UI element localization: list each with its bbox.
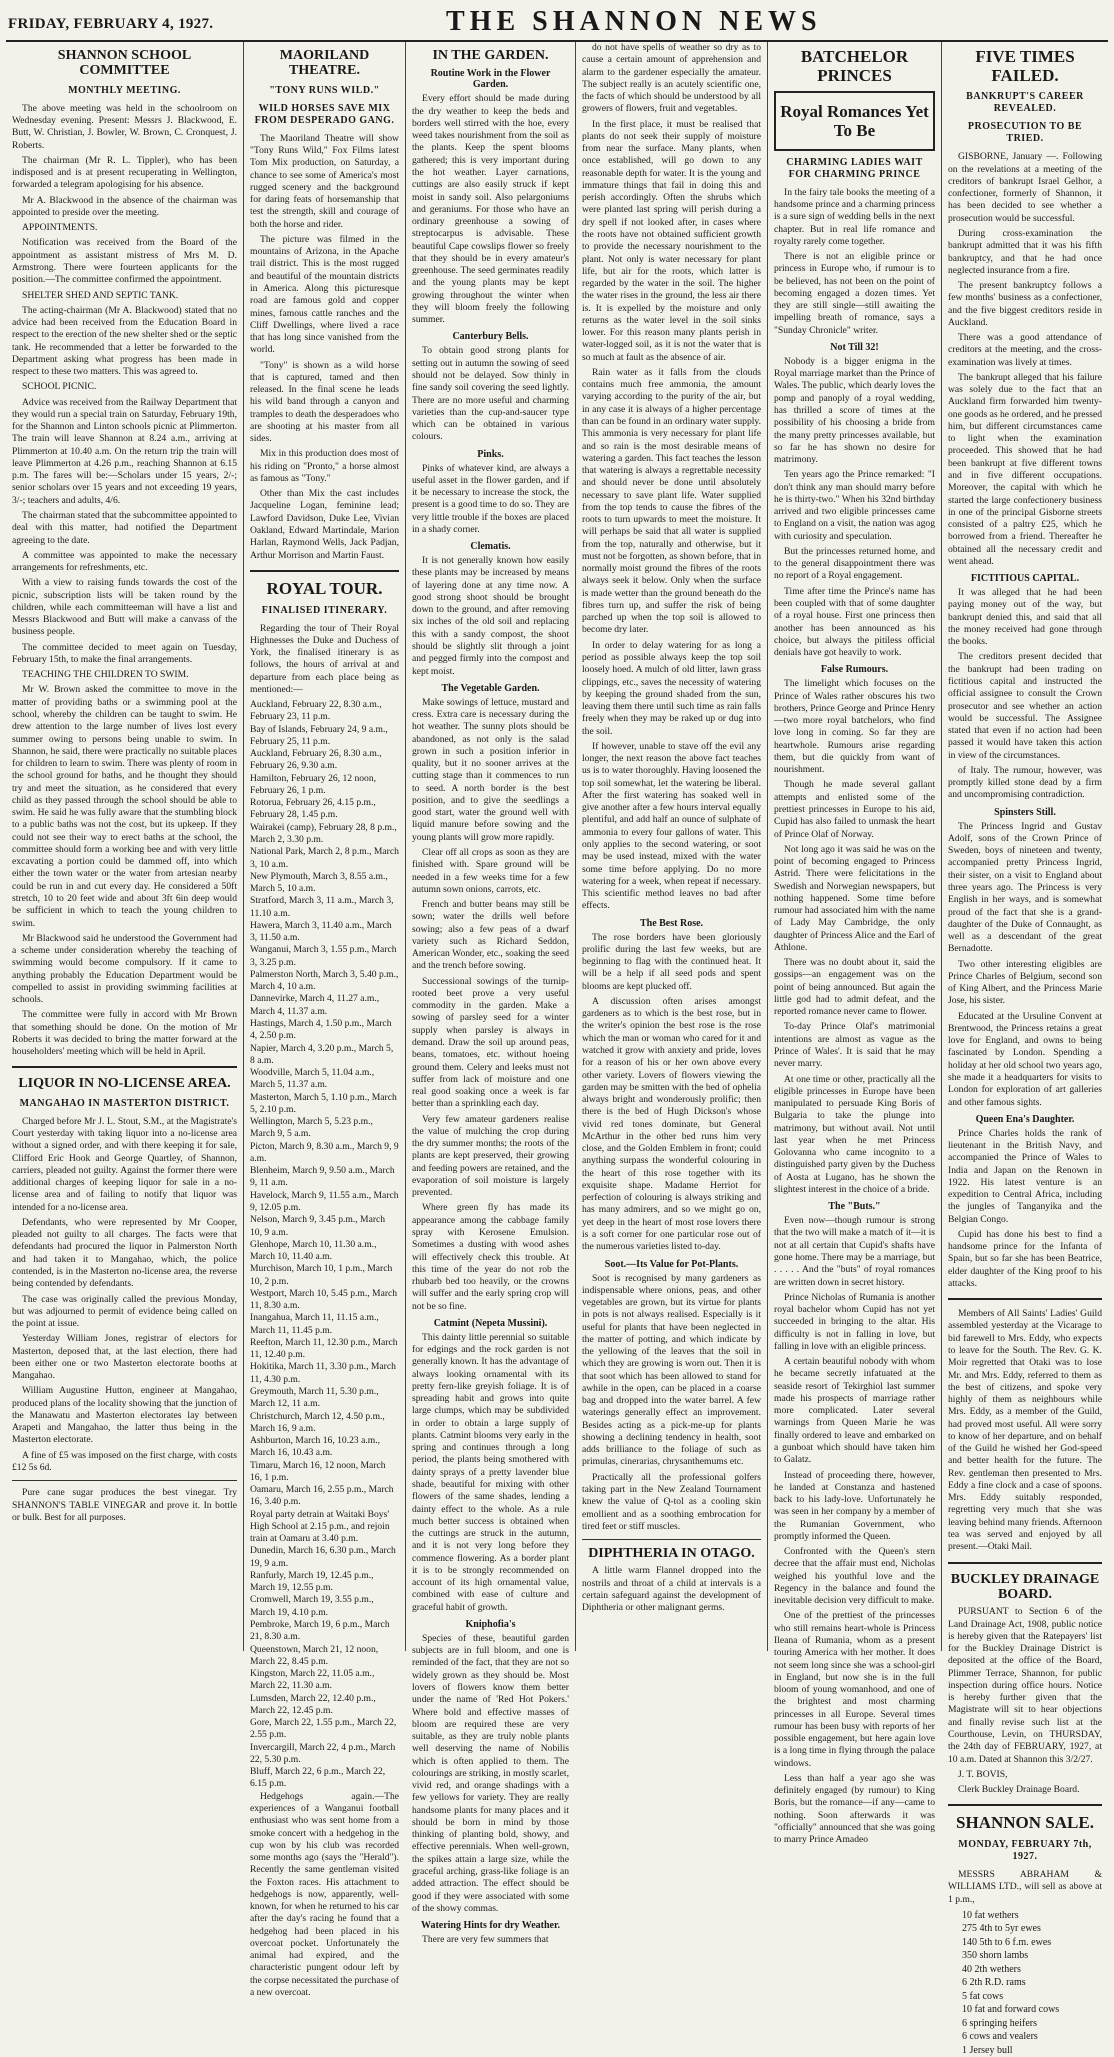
article-paragraph: This dainty little perennial so suitable for edgings and the rock garden is not generally known. It has the advantage of always looking ornamental with its pretty fern-like greyish foliage. It is of spreading habit and grows into quite large clumps, which may be subdivided in order to obtain a large supply of plants. Catmint blooms very early in the spring and continues through a long period, the plants being smothered with dainty sprays of a pretty lavender blue shade, beautiful for mixing with other flowers of the same shades, lending a dainty effect to the whole. As a rule much better success is obtained when the cuttings are struck in the autumn, and it is not very long before they commence flowering. As a border plant it is to be strongly recommended on account of its high ornamental value, combined with ease of culture and graceful habit of growth. xyxy=(412,1331,569,1613)
article-paragraph: Educated at the Ursuline Convent at Brentwood, the Princess retains a great love for England, and owns to being fascinated by London. Spending a holiday at her old school two years ago, she made it a headquarters for visits to London for exploration of art galleries and other famous sights. xyxy=(948,1010,1102,1108)
article-paragraph: TEACHING THE CHILDREN TO SWIM. xyxy=(22,669,189,681)
article-paragraph: The case was originally called the previous Monday, but was adjourned to permit of evidence being called on the point at issue. xyxy=(12,1293,237,1330)
list-item: Hastings, March 4, 1.50 p.m., March 4, 2.50 p.m. xyxy=(250,1018,392,1042)
list-item: Kingston, March 22, 11.05 a.m., March 22, 11.30 a.m. xyxy=(250,1668,375,1692)
article-subhead: BANKRUPT'S CAREER REVEALED. xyxy=(966,91,1084,115)
article-paragraph: Mr A. Blackwood in the absence of the chairman was appointed to preside over the meeting. xyxy=(12,194,237,218)
article-paragraph: J. T. BOVIS, xyxy=(958,1768,1008,1780)
article-paragraph: During cross-examination the bankrupt admitted that it was his fifth bankruptcy, and that he had once neglected insurance from a fire. xyxy=(948,227,1102,276)
article-subhead: MONDAY, FEBRUARY 7th, 1927. xyxy=(958,1838,1092,1862)
article-paragraph: A little warm Flannel dropped into the nostrils and throat of a child at intervals is a certain safeguard against the development of Diphtheria or other malignant germs. xyxy=(582,1565,761,1614)
list-item: Gore, March 22, 1.55 p.m., March 22, 2.55 p.m. xyxy=(250,1717,397,1741)
list-item: Pembroke, March 19, 6 p.m., March 21, 8.30 a.m. xyxy=(250,1619,390,1643)
divider xyxy=(948,1298,1102,1300)
article-paragraph: At one time or other, practically all the eligible princesses in Europe have been manipulated to persuade King Boris of Bulgaria to take the plunge into matrimony, but without avail. Not until last year when he met Princess Golovanna who came incognito to a distinguished party given by the Duchess of Aosta at Lugano, has he shown the slightest interest in the choice of a bride. xyxy=(774,1073,935,1195)
article-headline: DIPHTHERIA IN OTAGO. xyxy=(588,1546,755,1562)
article-paragraph: Clear off all crops as soon as they are finished with. Spare ground will be needed in a few weeks time for a few autumn sown onions, carrots, etc. xyxy=(412,847,569,895)
article-body xyxy=(948,821,1102,1109)
article-paragraph: Mr Blackwood said he understood the Government had a scheme under consideration whereby the teaching of swimming would become compulsory. If it came to anything probably the Education Department would be compelled to assist in providing swimming facilities at schools. xyxy=(12,932,237,1006)
section-subhead: Queen Ena's Daughter. xyxy=(975,1113,1075,1125)
list-item: Auckland, February 26, 8.30 a.m., February 26, 9.30 a.m. xyxy=(250,748,382,772)
list-item: Royal party detrain at Waitaki Boys' High School at 2.15 p.m., and rejoin train at Oamaru at 3.40 p.m. xyxy=(250,1508,390,1545)
list-item: Queenstown, March 21, 12 noon, March 22, 8.45 p.m. xyxy=(250,1643,379,1667)
article-paragraph: Mix in this production does most of his riding on "Pronto," a horse almost as famous as "Tony." xyxy=(250,448,399,484)
article-body xyxy=(250,133,399,562)
list-item: 5 fat cows xyxy=(962,1990,1004,2002)
article-intro: Regarding the tour of Their Royal Highnesses the Duke and Duchess of York, the finalised itinerary is as follows, the hours of arrival at and departure from each place being as mentioned:— xyxy=(250,622,399,695)
newspaper-title: THE SHANNON NEWS xyxy=(446,6,822,37)
article-headline: FIVE TIMES FAILED. xyxy=(975,47,1075,85)
list-item: Lumsden, March 22, 12.40 p.m., March 22, 12.45 p.m. xyxy=(250,1692,376,1716)
article-paragraph: The present bankruptcy follows a few months' business as a confectioner, and the five biggest creditors reside in Auckland. xyxy=(948,280,1102,328)
article-headline: BUCKLEY DRAINAGE BOARD. xyxy=(950,1571,1100,1602)
list-item: Auckland, February 22, 8.30 a.m., February 23, 11 p.m. xyxy=(250,699,382,723)
article-paragraph: Mr W. Brown asked the committee to move in the matter of providing baths or a swimming pool at the school, whereby the children can be taught to swim. He drew attention to the large number of lives lost every summer owing to persons being unable to swim. In Shannon, he said, there were practically no suitable places for children to learn to swim. There was plenty of room in the school ground for baths, and he thought they should try and meet the situation, as he considered that every child as they passed through the school should be able to swim. He said he was fully aware that the stumbling block to a public baths was not the cost, but its upkeep. If they could not see their way to erect baths at the school, the committee should form a working bee and with very little excavating a portion could be dammed off, into which either the town water or the water from artesian nearby could be run in and cut every day. He considered a 50ft stretch, 10 to 20 feet wide and about 3ft 6in deep would be sufficient in which to teach the young children to swim. xyxy=(12,684,237,929)
article-body xyxy=(12,103,237,1059)
divider xyxy=(948,1804,1102,1806)
list-item: Havelock, March 9, 11.55 a.m., March 9, 12.05 p.m. xyxy=(250,1189,399,1213)
list-item: 6 2th R.D. rams xyxy=(962,1977,1026,1989)
list-item: Masterton, March 5, 1.10 p.m., March 5, 2.10 p.m. xyxy=(250,1091,397,1115)
article-body xyxy=(948,151,1102,568)
article-paragraph: Where green fly has made its appearance among the cabbage family spray with Kerosene Emulsion. Sometimes a dusting with wood ashes will effectively check this trouble. At this time of the year do not rob the rhubarb bed too heavily, or the crowns will suffer and the early spring crop will not be so fine. xyxy=(412,1202,569,1312)
article-paragraph: Even now—though rumour is strong that the two will make a match of it—it is not at all certain that Cupid's shafts have gone home. There may be a marriage, but . . . . . And the "buts" of royal romances are written down in secret history. xyxy=(774,1215,935,1288)
section-subhead: FICTITIOUS CAPITAL. xyxy=(970,573,1080,585)
list-item: Stratford, March 3, 11 a.m., March 3, 11.10 a.m. xyxy=(250,895,394,919)
article-paragraph: William Augustine Hutton, engineer at Mangahao, produced plans of the locality showing that the junction of the Manawatu and Masterton electorates lay between Arapeti and Mangahao, the latter thus being in the Masterton electorate. xyxy=(12,1385,237,1446)
article-body xyxy=(582,42,761,913)
article-headline: LIQUOR IN NO-LICENSE AREA. xyxy=(18,1076,231,1092)
section-subhead: The Best Rose. xyxy=(639,917,704,929)
article-paragraph: A fine of £5 was imposed on the first charge, with costs £12 5s 6d. xyxy=(12,1449,237,1473)
article-paragraph: The committee were fully in accord with Mr Brown that something should be done. On the motion of Mr Roberts it was decided to bring the matter forward at the householders' meeting which will be held in April. xyxy=(12,1009,237,1058)
divider xyxy=(948,1562,1102,1564)
article-paragraph: Yesterday William Jones, registrar of electors for Masterton, deposed that, at the last election, there had been either one or two Masterton electorate booths at Mangahao. xyxy=(12,1333,237,1382)
article-paragraph: There is not an eligible prince or princess in Europe who, if rumour is to be believed, has not been on the point of becoming engaged a dozen times. Yet they are still single—still awaiting the impelling breath of romance, says a "Sunday Chronicle" writer. xyxy=(774,251,935,336)
article-paragraph: In order to delay watering for as long a period as possible always keep the top soil loosely hoed. A mulch of old litter, lawn grass clippings, etc., saves the necessity of watering by keeping the ground shaded from the sun, leaving them there until such time as rain falls freely when they may be raked up or dug into the soil. xyxy=(582,639,761,737)
column-5 xyxy=(768,42,942,1846)
list-item: Hamilton, February 26, 12 noon, February 26, 1 p.m. xyxy=(250,772,377,796)
list-item: 350 shorn lambs xyxy=(962,1950,1029,1962)
article-paragraph: Advice was received from the Railway Department that they would run a special train on Saturday, February 19th, for the Shannon and Linton schools picnic at Plimmerton. The train will leave Shannon at 8.24 a.m., arriving at Plimmerton at 10.40 a.m. On the return trip the train will leave Plimmerton at 4.26 p.m., reaching Shannon at 6.15 p.m. The fares will be:—Scholars under 15 years, 2/-; senior scholars over 15 years and not exceeding 19 years, 3/-; teachers and adults, 4/6. xyxy=(12,396,237,506)
column-2 xyxy=(244,42,406,1998)
article-headline: Royal Romances Yet To Be xyxy=(780,102,929,141)
column-1 xyxy=(6,42,244,1651)
list-item: Nelson, March 9, 3.45 p.m., March 10, 9 a.m. xyxy=(250,1214,386,1238)
article-subhead: FINALISED ITINERARY. xyxy=(261,604,388,616)
article-paragraph: Soot is recognised by many gardeners as indispensable where onions, peas, and other vegetables are grown, but its virtue for plants in pots is not always realised. Especially is it useful for plants that have been neglected in the matter of potting, and which indicate by the yellowing of the leaves that the soil in which they are growing is worn out. Then it is that soot which has been allowed to stand for awhile in the open, can be placed in a coarse bag and dropped into the water barrel. A few waterings generally effect an improvement. Besides acting as a pick-me-up for plants showing a declining tendency in health, soot adds brilliance to the foliage of such as primulas, cinerarias, chrysanthemums etc. xyxy=(582,1272,761,1468)
list-item: Cromwell, March 19, 3.55 p.m., March 19, 4.10 p.m. xyxy=(250,1594,374,1618)
section-subhead: The "Buts." xyxy=(828,1201,881,1213)
column-4 xyxy=(576,42,768,1651)
article-paragraph: The rose borders have been gloriously prolific during the last few weeks, but are beginning to flag with the continued heat. It will be a help if all seed pods and spent blooms are kept plucked off. xyxy=(582,931,761,992)
list-item: 6 cows and vealers xyxy=(962,2031,1038,2043)
article-body xyxy=(774,1215,935,1846)
list-item: Ranfurly, March 19, 12.45 p.m., March 19, 12.55 p.m. xyxy=(250,1569,374,1594)
list-item: Inangahua, March 11, 11.15 a.m., March 11, 11.45 p.m. xyxy=(250,1312,379,1336)
article-paragraph: Very few amateur gardeners realise the value of mulching the crop during the dry summer months; the roots of the plants are kept preserved, their growing and feeding powers are retained, and the evaporation of soil moisture is largely prevented. xyxy=(412,1113,569,1199)
article-body xyxy=(948,1606,1102,1796)
article-paragraph: Species of these, beautiful garden subjects are in full bloom, and one is reminded of the fact, that they are not so widely grown as they should be. Most lovers of flowers know them better under the name of 'Red Hot Pokers.' Where bold and effective masses of bloom are required these are very suitable, as they are truly noble plants well deserving the name of Nobilis which is often applied to them. The colourings are striking, in mostly scarlet, vivid red, and orange shadings with a few yellows for variety. They are really handsome plants for many places and it should be born in mind by those thinking of planting bold, showy, and effective perennials. When well-grown, the spikes attain a large size, while the graceful arching, grass-like foliage is an added attraction. The effect should be good if they were associated with some of the showy commas. xyxy=(412,1632,569,1914)
list-item: Invercargill, March 22, 4 p.m., March 22, 5.30 p.m. xyxy=(250,1741,396,1765)
divider xyxy=(250,570,399,572)
section-subhead: Watering Hints for dry Weather. xyxy=(421,1920,560,1932)
article-subhead: MANGAHAO IN MASTERTON DISTRICT. xyxy=(19,1097,230,1109)
section-subhead: Canterbury Bells. xyxy=(452,331,529,343)
section-subhead: Not Till 32! xyxy=(830,341,879,353)
article-body xyxy=(774,356,935,659)
article-body xyxy=(412,93,569,326)
article-subhead: CHARMING LADIES WAIT FOR CHARMING PRINCE xyxy=(786,156,923,180)
section-subhead: Kniphofia's xyxy=(465,1618,516,1630)
article-paragraph: To obtain good strong plants for setting out in autumn the sowing of seed should not be delayed. Sow thinly in fine sandy soil covering the seed lightly. There are no more useful and charming varieties than the cup-and-saucer type which can be obtained in various colours. xyxy=(412,345,569,443)
list-item: National Park, March 2, 8 p.m., March 3, 10 a.m. xyxy=(250,846,399,870)
article-paragraph: The limelight which focuses on the Prince of Wales rather obscures his two brothers, Prince George and Prince Henry—two more royal batchelors, who find love long in coming. So far they are heartwhole. Rumours arise regarding them, but die quickly from want of nourishment. xyxy=(774,678,935,776)
article-paragraph: It was alleged that he had been paying money out of the way, but bankrupt denied this, and said that all the money received had gone through the books. xyxy=(948,587,1102,648)
section-subhead: The Vegetable Garden. xyxy=(441,682,540,694)
list-item: Murchison, March 10, 1 p.m., March 10, 2 p.m. xyxy=(250,1263,393,1287)
article-paragraph: Clerk Buckley Drainage Board. xyxy=(958,1784,1080,1796)
list-item: Wellington, March 5, 5.23 p.m., March 9, 5 a.m. xyxy=(250,1116,373,1140)
article-body xyxy=(774,187,935,337)
article-paragraph: There was a good attendance of creditors at the meeting, and the cross-examination was lively at times. xyxy=(948,332,1102,368)
article-paragraph: Instead of proceeding there, however, he landed at Constanza and hastened back to his lady-love. Unfortunately he was seen in her company by a member of the Rumanian Government, who promptly informed the Queen. xyxy=(774,1469,935,1542)
article-paragraph: A certain beautiful nobody with whom he became secretly infatuated at the seaside resort of Tekirghiol last summer made his prospects of marriage rather more complicated. Later several warnings from Queen Marie he was finally ordered to leave and embarked on a gunboat which should have taken him to Galatz. xyxy=(774,1356,935,1466)
list-item: Blenheim, March 9, 9.50 a.m., March 9, 11 a.m. xyxy=(250,1165,395,1189)
article-body xyxy=(412,345,569,443)
sale-lot-list xyxy=(948,1909,1102,2057)
list-item: 140 5th to 6 f.m. ewes xyxy=(962,1936,1052,1948)
article-paragraph: Other than Mix the cast includes Jacqueline Logan, feminine lead; Lawford Davidson, Duke Lee, Vivian Oakland, Edward Martindale, Marion Harlan, Raymond Wells, Jack Padjan, Arthur Morrison and Martin Faust. xyxy=(250,488,399,561)
article-headline: SHANNON SALE. xyxy=(956,1813,1094,1833)
divider xyxy=(12,1480,237,1481)
article-paragraph: The creditors present decided that the bankrupt had been trading on fictitious capital and instructed the official assignee to consult the Crown prosecutor and see whether an action would be successful. The Assignee stated that even if no action had been passed it would have taken this action in view of the circumstances. xyxy=(948,651,1102,761)
article-body xyxy=(412,463,569,537)
article-paragraph: do not have spells of weather so dry as to cause a certain amount of apprehension and alarm to the gardener especially the amateur. The subject really is an acutely scientific one, the facts of which should be understood by all growers of flowers, fruit and vegetables. xyxy=(582,42,761,115)
list-item: Hawera, March 3, 11.40 a.m., March 3, 11.50 a.m. xyxy=(250,919,392,944)
article-paragraph: Every effort should be made during the dry weather to keep the beds and borders well stirred with the hoe, every weed takes nourishment from the soil as the plants. Keep the spent blooms gathered; this is very important during the hot weather. Layer carnations, cuttings are also easily struck if kept moist in sandy soil. Also pelargoniums and geraniums. For those who have an ordinary greenhouse a sowing of streptocarpus is advisable. These beautiful Cape cowslips flower so freely that they should be in every amateur's greenhouse. The seed germinates readily and the young plants may be kept growing throughout the winter when they will bloom freely the following summer. xyxy=(412,93,569,326)
section-subhead: Clematis. xyxy=(470,541,511,553)
article-paragraph: With a view to raising funds towards the cost of the picnic, subscription lists will be taken round by the children, while each committeeman will have a list and Messrs Blackwood and Butt will make a canvass of the business people. xyxy=(12,577,237,638)
list-item: 1 Jersey bull xyxy=(962,2044,1013,2056)
itinerary-list xyxy=(250,699,399,1791)
list-item: 10 fat and forward cows xyxy=(962,2004,1060,2016)
article-headline: ROYAL TOUR. xyxy=(266,578,383,598)
divider xyxy=(582,1539,761,1540)
list-item: Westport, March 10, 5.45 p.m., March 11, 8.30 a.m. xyxy=(250,1287,398,1312)
list-item: 40 2th wethers xyxy=(962,1963,1021,1975)
section-subhead: Routine Work in the Flower Garden. xyxy=(430,68,551,91)
section-subhead: Pinks. xyxy=(477,448,504,460)
article-paragraph: Cupid has done his best to find a handsome prince for the Infanta of Spain, but so far she has been Beatrice, elder daughter of the King proof to his attacks. xyxy=(948,1228,1102,1289)
article-body xyxy=(582,932,761,1254)
article-paragraph: Prince Nicholas of Rumania is another royal bachelor whom Cupid has not yet succeeded in bringing to the altar. His difficulty is not in falling in love, but falling in love with an eligible princess. xyxy=(774,1291,935,1352)
list-item: 6 springing heifers xyxy=(962,2017,1037,2029)
article-paragraph: French and butter beans may still be sown; water the drills well before sowing; also a few peas of a dwarf variety such as Richard Seddon, American Wonder, etc., soaking the seed and the trench before sowing. xyxy=(412,899,569,972)
article-body xyxy=(412,1633,569,1915)
article-paragraph: The Princess Ingrid and Gustav Adolf, sons of the Crown Prince of Sweden, boys of nineteen and twenty, accompanied pretty Princess Ingrid, their sister, on a visit to England about three years ago. The Princess is very English in her ways, and is somewhat proud of the fact that she is a grand-daughter of the Duke of Connaught, as well as a descendant of the great Bernadotte. xyxy=(948,820,1102,955)
article-body xyxy=(582,1273,761,1534)
article-body xyxy=(582,1565,761,1614)
headline-box xyxy=(774,91,935,150)
article-headline: BATCHELOR PRINCES xyxy=(800,47,909,85)
article-paragraph: In the first place, it must be realised that plants do not seek their supply of moisture from near the surface. Many plants, when once established, will go down to any reasonable depth for water. It is the young and immature things that fail in doing this and perish accordingly. Often the shrubs which were planted last spring will perish during a dry spell if not looked after, in cases where the roots have not obtained sufficient growth to provide the necessary nourishment to the plant. Not only is water necessary for plant life, but air for the roots, which latter is regarded by the water in the soil. The higher the water rises in the ground, the less air there is. It is expelled by the moisture and only returns as the water level in the soil sinks lower. For this reason many plants perish in water-logged soil, as it is not the water that is so much at fault as the absence of air. xyxy=(582,118,761,363)
article-paragraph: The bankrupt alleged that his failure was solely due to the fact that an Auckland firm forwarded him twenty-one goods as he ordered, and he pressed him, but different circumstances came to light when the examination proceeded. This showed that he had been bankrupt at five different towns and in five different occupations. Moreover, the capital with which he started the large confectionery business in one of the principal Gisborne streets consisted of a paltry £25, which he borrowed from a friend. Thereafter he obtained all the necessary credit and went ahead. xyxy=(948,371,1102,567)
article-paragraph: The above meeting was held in the schoolroom on Wednesday evening. Present: Messrs J. Blackwood, E. Butt, W. Christian, J. Bowler, W. Brown, C. Cronquest, J. Roberts. xyxy=(12,102,237,151)
list-item: 10 fat wethers xyxy=(962,1909,1019,1921)
column-6 xyxy=(942,42,1108,2056)
list-item: Glenhope, March 10, 11.30 a.m., March 10, 11.40 a.m. xyxy=(250,1238,377,1263)
article-paragraph: Notification was received from the Board of the appointment as assistant mistress of Mrs M. D. Armstrong. There were fourteen applicants for the position.—The committee confirmed the appointment. xyxy=(12,237,237,286)
list-item: Bluff, March 22, 6 p.m., March 22, 6.15 p.m. xyxy=(250,1766,386,1790)
article-paragraph: A committee was appointed to make the necessary arrangements for refreshments, etc. xyxy=(12,549,237,574)
list-item: Ashburton, March 16, 10.23 a.m., March 16, 10.43 a.m. xyxy=(250,1435,381,1459)
article-paragraph: There was no doubt about it, said the gossips—an engagement was on the point of being announced. But again the little god had to admit defeat, and the reported romance never came to flower. xyxy=(774,957,935,1018)
article-paragraph: Rain water as it falls from the clouds contains much free ammonia, the amount varying according to the purity of the air, but in any case it is always of a higher percentage than can be found in an ordinary water supply. This ammonia is very necessary for plant life and so rain is the most desirable means of watering a garden. This fact teaches the lesson that watering is always a regrettable necessity and should never be done until absolutely necessary to save plant life. Water supplied from the top tends to cause the fibres of the roots to turn upwards to meet the moisture. It will perhaps be said that all water is supplied from the top, naturally and otherwise, but it must not be forgotten, as shown before, that in normally moist ground the fibres of the roots always seek it below. Only when the surface is made wetter than the ground beneath do the fibres turn up, and suffer the risk of being parched up when the top soil is allowed to become dry later. xyxy=(582,366,761,636)
section-subhead: Catmint (Nepeta Mussini). xyxy=(433,1317,548,1329)
list-item: Christchurch, March 12, 4.50 p.m., March 16, 9 a.m. xyxy=(250,1410,385,1434)
article-paragraph: Make sowings of lettuce, mustard and cress. Extra care is necessary during the hot weather. The sunny plots should be abandoned, as not only is the salad grown in such a position inferior in quality, but it no sooner arrives at the cutting stage than it commences to run to seed. A north border is the best position, and to give the seedlings a good start, water the ground well with liquid manure before sowing and the young plants will grow more rapidly. xyxy=(412,696,569,843)
article-paragraph: Hedgehogs again.—The experiences of a Wanganui football enthusiast who was sent home from a smoke concert with a hedgehog in the cup won by his club was recorded some months ago (says the "Herald"). Recently the same gentleman visited the Foxton races. His attachment to hedgehogs is now, apparently, well-known, for when he returned to his car after the day's racing he found that a hedgehog had been placed in his overcoat pocket. Unfortunately the animal had expired, and the characteristic pungent odour left by the corpse necessitated the purchase of a new overcoat. xyxy=(250,1790,399,1998)
columns xyxy=(6,42,1108,2056)
list-item: Wanganui, March 3, 1.55 p.m., March 3, 3.25 p.m. xyxy=(250,944,397,968)
list-item: Dunedin, March 16, 6.30 p.m., March 19, 9 a.m. xyxy=(250,1545,396,1569)
article-subhead: WILD HORSES SAVE MIX FROM DESPERADO GANG. xyxy=(254,102,395,126)
article-body xyxy=(12,1116,237,1474)
article-body xyxy=(412,697,569,1313)
issue-date: FRIDAY, FEBRUARY 4, 1927. xyxy=(8,16,214,32)
article-paragraph: PURSUANT to Section 6 of the Land Drainage Act, 1908, public notice is hereby given that the Ratepayers' list for the Buckley Drainage District is deposited at the office of the Board, Plimmer Terrace, Shannon, for public inspection during office hours. Notice is hereby further given that the Magistrate will sit to hear objections and finally revise such list at the Courthouse, Levin, on THURSDAY, the 24th day of FEBRUARY, 1927, at 10 a.m. Dated at Shannon this 3/2/27. xyxy=(948,1606,1102,1765)
article-paragraph: Two other interesting eligibles are Prince Charles of Belgium, second son of King Albert, and the Princess Marie Jose, his sister. xyxy=(948,958,1102,1007)
article-subhead: "TONY RUNS WILD." xyxy=(269,84,380,96)
section-subhead: False Rumours. xyxy=(820,664,889,676)
article-paragraph: In the fairy tale books the meeting of a handsome prince and a charming princess is a sure sign of wedding bells in the next chapter. But in real life romance and royalty rarely come together. xyxy=(774,186,935,247)
list-item: Picton, March 9, 8.30 a.m., March 9, 9 a.m. xyxy=(250,1140,399,1164)
sale-intro: MESSRS ABRAHAM & WILLIAMS LTD., will sell as above at 1 p.m., xyxy=(948,1868,1102,1905)
section-subhead: Soot.—Its Value for Pot-Plants. xyxy=(604,1258,739,1270)
article-paragraph: The committee decided to meet again on Tuesday, February 15th, to make the final arrangements. xyxy=(12,641,237,665)
section-subhead: Spinsters Still. xyxy=(994,806,1056,818)
article-paragraph: "Tony" is shown as a wild horse that is captured, tamed and then released. In the final scene he leads his wild band through a canyon and tramples to death the desperadoes who are shooting at his master from all sides. xyxy=(250,359,399,445)
article-paragraph: SCHOOL PICNIC. xyxy=(22,381,97,393)
article-paragraph: Successional sowings of the turnip-rooted beet prove a very useful commodity in the garden. Make a sowing of parsley seed for a winter supply when parsley is always in demand. Draw the soil up around peas, beans, tomatoes, etc. without hoeing ground them. Celery and leeks must not suffer from lack of moisture and one real good soaking once a week is far better than a sprinkling each day. xyxy=(412,975,569,1110)
list-item: Napier, March 4, 3.20 p.m., March 5, 8 a.m. xyxy=(250,1042,394,1066)
article-body xyxy=(250,1791,399,2000)
list-item: Timaru, March 16, 12 noon, March 16, 1 p.m. xyxy=(250,1459,386,1483)
list-item: New Plymouth, March 3, 8.55 a.m., March 5, 10 a.m. xyxy=(250,870,388,895)
article-paragraph: It is not generally known how easily these plants may be increased by means of layering done at any time now. A good strong shoot should be brought down to the ground, and after removing six inches of the old soil and replacing this with a sandy compost, the shoot should be slightly slit through a joint and pegged firmly into the compost and kept moist. xyxy=(412,555,569,677)
list-item: Wairakei (camp), February 28, 8 p.m., March 2, 3.30 p.m. xyxy=(250,821,397,846)
article-body xyxy=(412,555,569,678)
article-paragraph: The Maoriland Theatre will show "Tony Runs Wild," Fox Films latest Tom Mix production, on Saturday, a chance to see some of America's most rugged scenery and the background for daring feats of horsemanship that test the strength, skill and courage of both the horse and rider. xyxy=(250,132,399,230)
article-paragraph: Less than half a year ago she was definitely engaged (by rumour) to King Boris, but the romance—if any—came to nothing. Soon afterwards it was "officially" announced that she was going to marry Prince Amadeo xyxy=(774,1772,935,1846)
article-body xyxy=(412,1332,569,1614)
article-subhead: PROSECUTION TO BE TRIED. xyxy=(967,121,1083,145)
article-body xyxy=(948,1128,1102,1290)
article-paragraph: Not long ago it was said he was on the point of becoming engaged to Princess Astrid. There were felicitations in the Swedish and Norwegian newspapers, but nothing happened. Some time before rumour had associated him with the name of Lady May Cambridge, the only daughter of Princess Alice and the Earl of Athlone. xyxy=(774,843,935,953)
article-paragraph: The picture was filmed in the mountains of Arizona, in the Apache trail district. This is the most rugged and beautiful of the mountain districts in America. Along this picturesque road are famous gold and copper mines, famous cattle ranches and the Cliff Dwellings, where lived a race that has long since vanished from the world. xyxy=(250,233,399,356)
article-paragraph: A discussion often arises amongst gardeners as to which is the best rose, but in the writer's opinion the best rose is the rose which the man or woman who cared for it and watched it grow with anxiety and pride, loves for a reason of his or her own above every other variety. Lovers of flowers viewing the garden may be smitten with the bed of ophelia always bright and wonderously prolific; then there is the bed of Hugh Dickson's whose vivid red tones dominate, but General McArthur in the other bed runs him very close, and the Golden Emblem in front; could anything surpass the wonderful colouring in the heart of this rose together with its exquisite shape. Madame Herriot for perfection of colouring is always striking and has many admirers, and so we might go on, yet deep in the heart of most rose lovers there is a soft corner for one particular rose out of the numerous varieties listed to-day. xyxy=(582,995,761,1253)
list-item: Rotorua, February 26, 4.15 p.m., February 28, 1.45 p.m. xyxy=(250,797,376,821)
article-paragraph: APPOINTMENTS. xyxy=(22,222,98,234)
article-paragraph: Practically all the professional golfers taking part in the New Zealand Tournament knew the value of Q-tol as a cooling skin emollient and as a soothing embrocation for tired feet or stiff muscles. xyxy=(582,1471,761,1532)
article-paragraph: Time after time the Prince's name has been coupled with that of some daughter of a royal house. First one princess then another has been announced as his choice, but always the pitiless official denials have got heavily to work. xyxy=(774,585,935,659)
article-paragraph: The chairman (Mr R. L. Tippler), who has been indisposed and is at present recuperating in Wellington, forwarded a telegram apologising for his absence. xyxy=(12,154,237,191)
article-headline: IN THE GARDEN. xyxy=(432,48,549,63)
article-body xyxy=(774,678,935,1196)
divider xyxy=(12,1066,237,1068)
article-body xyxy=(948,1308,1102,1553)
article-paragraph: If however, unable to stave off the evil any longer, the next reason the above fact teaches us is to water thoroughly. Having loosened the top soil somewhat, let the watering be liberal. After the first watering has soaked well in give another after a few hours interval equally plentiful, and add half an ounce of sulphate of ammonia to every four gallons of water. This only applies to the second watering, or soot may be used instead, mixed with the water some time before applying. Do no more watering for a week, when repeat if necessary. This scientific method leaves no bad after effects. xyxy=(582,740,761,912)
article-paragraph: of Italy. The rumour, however, was promptly killed stone dead by a firm and uncompromising contradiction. xyxy=(948,764,1102,801)
list-item: Reefton, March 11, 12.30 p.m., March 11, 12.40 p.m. xyxy=(250,1336,398,1361)
list-item: Greymouth, March 11, 5.30 p.m., March 12, 11 a.m. xyxy=(250,1385,379,1410)
article-paragraph: Confronted with the Queen's stern decree that the affair must end, Nicholas weighed his youthful love and the Regency in the balance and found the inevitable decision very difficult to make. xyxy=(774,1546,935,1607)
article-headline: SHANNON SCHOOL COMMITTEE xyxy=(57,48,192,79)
article-paragraph: Members of All Saints' Ladies' Guild assembled yesterday at the Vicarage to bid farewell to Mrs. Eddy, who expects to leave for the South. The Rev. G. K. Moir regretted that Otaki was to lose Mr. and Mrs. Eddy, referred to them as the best of citizens, and spoke very highly of them as neighbours while Mrs. Eddy, as a member of the Guild, had proved most useful. All were sorry to know of her departure, and on behalf of the Guild he wished her God-speed and better health for the future. The Rev. gentleman then presented to Mrs. Eddy a fine clock and a case of spoons. Mrs. Eddy suitably responded, regretting very much that she was leaving behind many friends. Afternoon tea was served and enjoyed by all present.—Otaki Mail. xyxy=(948,1308,1102,1553)
article-paragraph: But the princesses returned home, and to the general disappointment there was no report of a Royal engagement. xyxy=(774,545,935,582)
article-paragraph: Nobody is a bigger enigma in the Royal marriage market than the Prince of Wales. The public, which dearly loves the pomp and panoply of a royal wedding, has thrilled a score of times at the possibility of his choosing a bride from the many pretty princesses available, but so far he has shown no desire for matrimony. xyxy=(774,355,935,466)
list-item: Woodville, March 5, 11.04 a.m., March 5, 11.37 a.m. xyxy=(250,1067,375,1091)
article-paragraph: The chairman stated that the subcommittee appointed to deal with this matter, had notified the Department agreeing to the date. xyxy=(12,510,237,546)
article-paragraph: Pinks of whatever kind, are always a useful asset in the flower garden, and if it be necessary to increase the stock, the present is a good time to do so. They are very little trouble if the boxes are placed in a shady corner. xyxy=(412,462,569,535)
article-subhead: MONTHLY MEETING. xyxy=(68,84,181,96)
article-paragraph: Though he made several gallant attempts and enlisted some of the prettiest princesses in Europe to his aid, Cupid has also failed to unmask the heart of Prince Olaf of Norway. xyxy=(774,779,935,840)
advertisement: Pure cane sugar produces the best vinegar. Try SHANNON'S TABLE VINEGAR and prove it. In bottle or bulk. Best for all purposes. xyxy=(12,1487,237,1523)
article-paragraph: Prince Charles holds the rank of lieutenant in the British Navy, and accompanied the Prince of Wales to India and Japan on the Renown in 1922. His latest venture is an expedition to Central Africa, including the jungles of Tanganyika and the Belgian Congo. xyxy=(948,1127,1102,1225)
article-paragraph: Defendants, who were represented by Mr Cooper, pleaded not guilty to all charges. The facts were that defendants had procured the liquor in Palmerston North and had taken it to Mangahao, which, the police contended, is in the Masterton no-license area, the reverse being contended by defendants. xyxy=(12,1216,237,1290)
article-body xyxy=(948,587,1102,802)
article-paragraph: There are very few summers that xyxy=(422,1934,549,1946)
article-headline: MAORILAND THEATRE. xyxy=(279,48,370,79)
list-item: Hokitika, March 11, 3.30 p.m., March 11, 4.30 p.m. xyxy=(250,1361,396,1385)
article-paragraph: The acting-chairman (Mr A. Blackwood) stated that no advice had been received from the Education Board in respect to the erection of the new shelter shed or the septic tank. He recommended that a letter be forwarded to the Department asking what progress has been made in respect to these two matters. This was agreed to. xyxy=(12,304,237,378)
article-paragraph: Ten years ago the Prince remarked: "I don't think any man should marry before he is thirty-two." When his 32nd birthday arrived and two eligible princesses came to England on a visit, the nation was agog with curiosity and speculation. xyxy=(774,469,935,542)
masthead xyxy=(6,6,1108,42)
article-paragraph: SHELTER SHED AND SEPTIC TANK. xyxy=(22,289,179,301)
list-item: Dannevirke, March 4, 11.27 a.m., March 4, 11.37 a.m. xyxy=(250,993,380,1017)
article-paragraph: One of the prettiest of the princesses who still remains heart-whole is Princess Ileana of Rumania, whom as a present touring America with her mother. It does not seem long since she was a school-girl in England, but now she is in the full bloom of young womanhood, and one of the brightest and most charming princesses in all Europe. Several times rumour has been busy with reports of her possible engagement, but here again love is a long time in flying through the palace windows. xyxy=(774,1610,935,1769)
article-paragraph: To-day Prince Olaf's matrimonial intentions are almost as vague as the Prince of Wales'. It is said that he may never marry. xyxy=(774,1021,935,1070)
article-paragraph: GISBORNE, January —. Following on the revelations at a meeting of the creditors of bankrupt Israel Gelhor, a confectioner, formerly of Shannon, it has been decided to see whether a prosecution would be successful. xyxy=(948,151,1102,224)
list-item: Bay of Islands, February 24, 9 a.m., February 25, 11 p.m. xyxy=(250,723,388,747)
list-item: 275 4th to 5yr ewes xyxy=(962,1923,1041,1935)
article-paragraph: Charged before Mr J. L. Stout, S.M., at the Magistrate's Court yesterday with taking liquor into a no-license area without a signed order, and with there keeping it for sale, Clifford Eric Hook and George Quartley, of Shannon, carriers, pleaded not guilty. Against the former there were additional charges of keeping liquor for sale in a no-license area and of failing to notify that liquor was intended for a no-license area. xyxy=(12,1115,237,1213)
list-item: Palmerston North, March 3, 5.40 p.m., March 4, 10 a.m. xyxy=(250,968,399,993)
column-3 xyxy=(406,42,576,1946)
list-item: Oamaru, March 16, 2.55 p.m., March 16, 3.40 p.m. xyxy=(250,1484,394,1508)
